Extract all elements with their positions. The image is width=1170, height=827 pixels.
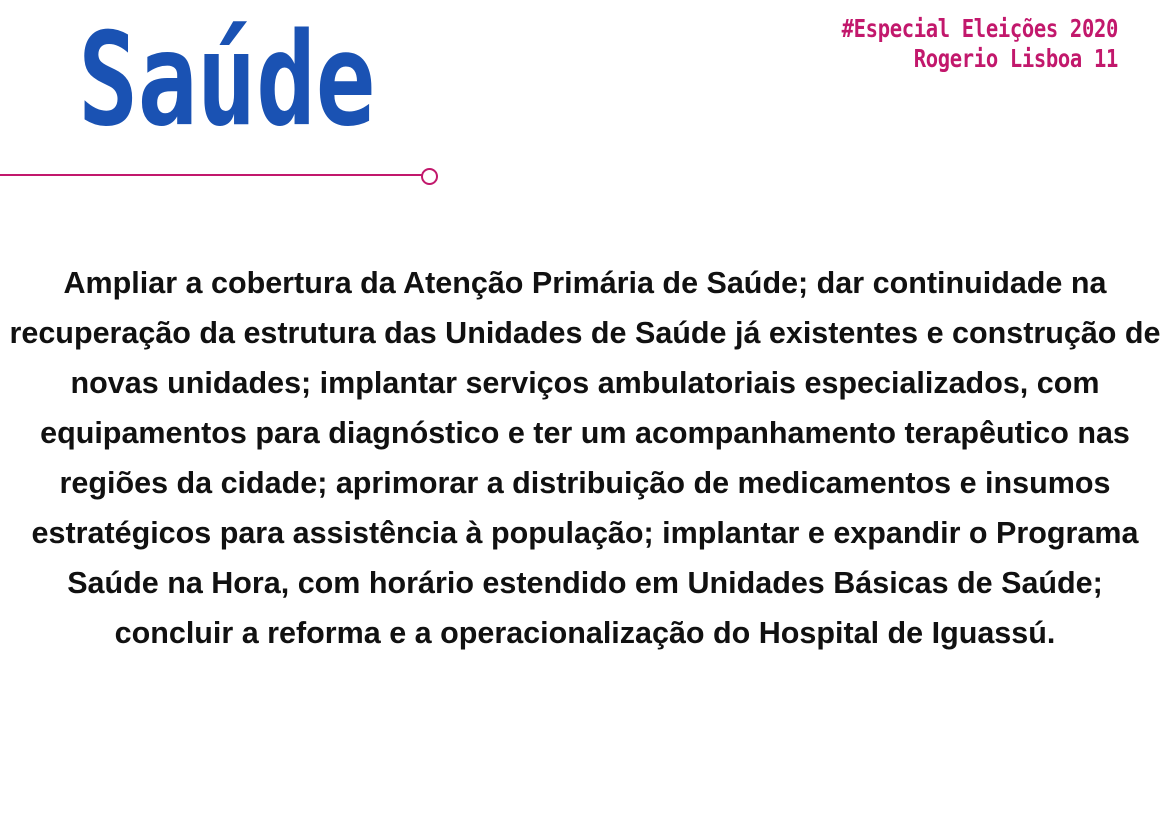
hashtag-label: #Especial Eleições 2020: [841, 14, 1118, 43]
body-paragraph: Ampliar a cobertura da Atenção Primária de Saúde; dar continuidade na recuperação da estrutura das Unidades de Saúde já existentes e construção de novas unidades; implantar serviços ambulatoriais especializados, com equipamentos para diagnóstico e ter um acompanhamento terapêutico nas regiões da cidade; aprimorar a distribuição de medicamentos e insumos estratégicos para assistência à população; implantar e expandir o Programa Saúde na Hora, com horário estendido em Unidades Básicas de Saúde; concluir a reforma e a operacionalização do Hospital de Iguassú.: [9, 266, 1161, 650]
header-meta: [781, 14, 1118, 73]
page-title: Saúde: [78, 6, 375, 155]
divider: [0, 168, 446, 184]
candidate-label: Rogerio Lisboa 11: [913, 43, 1118, 73]
divider-line: [0, 174, 425, 176]
circle-endpoint-icon: [421, 168, 438, 185]
